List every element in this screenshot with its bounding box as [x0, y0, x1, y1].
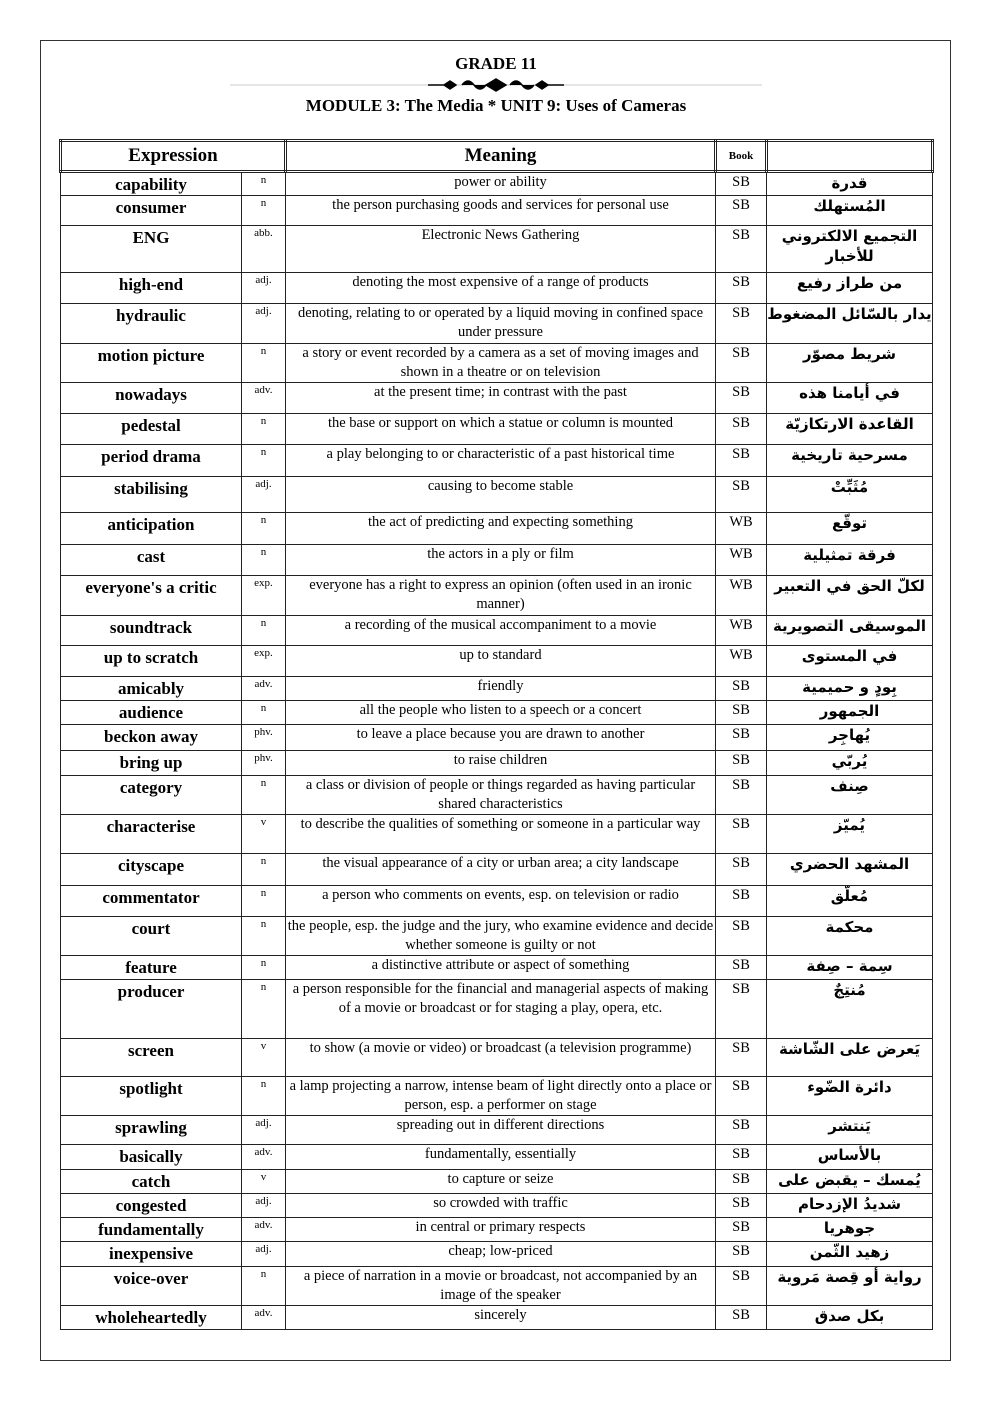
part-of-speech-cell: n: [242, 956, 286, 980]
expression-cell: catch: [61, 1170, 242, 1194]
meaning-cell: spreading out in different directions: [286, 1116, 716, 1145]
table-row: [61, 383, 933, 414]
meaning-cell: the people, esp. the judge and the jury, who examine evidence and decide whether someone is guilty or not: [286, 917, 716, 956]
table-row: [61, 776, 933, 815]
expression-cell: period drama: [61, 445, 242, 477]
part-of-speech-cell: n: [242, 445, 286, 477]
expression-cell: everyone's a critic: [61, 576, 242, 616]
expression-cell: up to scratch: [61, 646, 242, 677]
meaning-cell: the act of predicting and expecting something: [286, 513, 716, 545]
part-of-speech-cell: adj.: [242, 1242, 286, 1267]
arabic-translation-cell: مُثَبِّتْ: [767, 477, 933, 513]
part-of-speech-cell: adv.: [242, 677, 286, 701]
book-cell: WB: [716, 576, 767, 616]
meaning-cell: to capture or seize: [286, 1170, 716, 1194]
arabic-translation-cell: المشهد الحضري: [767, 854, 933, 886]
arabic-translation-cell: يدار بالسّائل المضغوط: [767, 304, 933, 344]
book-cell: SB: [716, 1077, 767, 1116]
arabic-translation-cell: من طراز رفيع: [767, 273, 933, 304]
expression-cell: commentator: [61, 886, 242, 917]
arabic-translation-cell: جوهريا: [767, 1218, 933, 1242]
book-cell: SB: [716, 196, 767, 226]
part-of-speech-cell: phv.: [242, 751, 286, 776]
arabic-translation-cell: توقّع: [767, 513, 933, 545]
table-row: [61, 646, 933, 677]
table-row: [61, 854, 933, 886]
part-of-speech-cell: n: [242, 545, 286, 576]
expression-cell: soundtrack: [61, 616, 242, 646]
arabic-translation-cell: بِودٍ و حميمية: [767, 677, 933, 701]
table-row: [61, 477, 933, 513]
meaning-cell: a play belonging to or characteristic of a past historical time: [286, 445, 716, 477]
part-of-speech-cell: adj.: [242, 477, 286, 513]
expression-cell: characterise: [61, 815, 242, 854]
arabic-translation-cell: زهيد الثّمن: [767, 1242, 933, 1267]
arabic-translation-cell: التجميع الالكتروني للأخبار: [767, 226, 933, 273]
vocabulary-table: [59, 139, 934, 1330]
arabic-translation-cell: فرقة تمثيلية: [767, 545, 933, 576]
expression-cell: feature: [61, 956, 242, 980]
part-of-speech-cell: adj.: [242, 304, 286, 344]
part-of-speech-cell: exp.: [242, 576, 286, 616]
table-row: [61, 1218, 933, 1242]
book-cell: SB: [716, 383, 767, 414]
table-row: [61, 1267, 933, 1306]
arabic-translation-cell: بكل صدق: [767, 1306, 933, 1330]
header-book: Book: [716, 141, 767, 172]
expression-cell: amicably: [61, 677, 242, 701]
part-of-speech-cell: n: [242, 414, 286, 445]
arabic-translation-cell: الجمهور: [767, 701, 933, 725]
table-row: [61, 196, 933, 226]
part-of-speech-cell: n: [242, 1077, 286, 1116]
meaning-cell: everyone has a right to express an opinion (often used in an ironic manner): [286, 576, 716, 616]
table-row: [61, 576, 933, 616]
part-of-speech-cell: abb.: [242, 226, 286, 273]
expression-cell: motion picture: [61, 344, 242, 383]
table-row: [61, 226, 933, 273]
arabic-translation-cell: شديدُ الإزدحام: [767, 1194, 933, 1218]
meaning-cell: a class or division of people or things regarded as having particular shared characteristics: [286, 776, 716, 815]
part-of-speech-cell: n: [242, 1267, 286, 1306]
arabic-translation-cell: لكلّ الحق في التعبير: [767, 576, 933, 616]
table-row: [61, 1077, 933, 1116]
arabic-translation-cell: مُعلّق: [767, 886, 933, 917]
table-row: [61, 445, 933, 477]
book-cell: SB: [716, 304, 767, 344]
expression-cell: cityscape: [61, 854, 242, 886]
arabic-translation-cell: القاعدة الارتكازيّة: [767, 414, 933, 445]
book-cell: SB: [716, 725, 767, 751]
table-row: [61, 815, 933, 854]
meaning-cell: a story or event recorded by a camera as a set of moving images and shown in a theatre or on television: [286, 344, 716, 383]
meaning-cell: a recording of the musical accompaniment to a movie: [286, 616, 716, 646]
meaning-cell: at the present time; in contrast with the past: [286, 383, 716, 414]
table-row: [61, 616, 933, 646]
arabic-translation-cell: يَنتشر: [767, 1116, 933, 1145]
expression-cell: consumer: [61, 196, 242, 226]
expression-cell: court: [61, 917, 242, 956]
meaning-cell: Electronic News Gathering: [286, 226, 716, 273]
expression-cell: capability: [61, 172, 242, 196]
book-cell: SB: [716, 1218, 767, 1242]
expression-cell: screen: [61, 1039, 242, 1077]
meaning-cell: to show (a movie or video) or broadcast (a television programme): [286, 1039, 716, 1077]
expression-cell: high-end: [61, 273, 242, 304]
meaning-cell: the visual appearance of a city or urban area; a city landscape: [286, 854, 716, 886]
book-cell: SB: [716, 776, 767, 815]
expression-cell: category: [61, 776, 242, 815]
part-of-speech-cell: n: [242, 196, 286, 226]
arabic-translation-cell: يَعرض على الشّاشة: [767, 1039, 933, 1077]
meaning-cell: the person purchasing goods and services for personal use: [286, 196, 716, 226]
table-row: [61, 414, 933, 445]
table-row: [61, 1039, 933, 1077]
book-cell: WB: [716, 513, 767, 545]
book-cell: SB: [716, 886, 767, 917]
table-body: [61, 172, 933, 1330]
arabic-translation-cell: مسرحية تاريخية: [767, 445, 933, 477]
book-cell: SB: [716, 751, 767, 776]
meaning-cell: to leave a place because you are drawn to another: [286, 725, 716, 751]
arabic-translation-cell: رواية أو قِصة مَروية: [767, 1267, 933, 1306]
header-meaning: Meaning: [286, 141, 716, 172]
table-row: [61, 513, 933, 545]
book-cell: SB: [716, 1039, 767, 1077]
expression-cell: ENG: [61, 226, 242, 273]
book-cell: SB: [716, 815, 767, 854]
meaning-cell: causing to become stable: [286, 477, 716, 513]
meaning-cell: a lamp projecting a narrow, intense beam of light directly onto a place or person, esp. a performer on stage: [286, 1077, 716, 1116]
part-of-speech-cell: adv.: [242, 383, 286, 414]
arabic-translation-cell: بالأساس: [767, 1145, 933, 1170]
book-cell: WB: [716, 646, 767, 677]
expression-cell: basically: [61, 1145, 242, 1170]
part-of-speech-cell: exp.: [242, 646, 286, 677]
book-cell: SB: [716, 980, 767, 1039]
table-row: [61, 1242, 933, 1267]
part-of-speech-cell: adj.: [242, 1194, 286, 1218]
book-cell: SB: [716, 477, 767, 513]
arabic-translation-cell: شريط مصوّر: [767, 344, 933, 383]
table-row: [61, 917, 933, 956]
part-of-speech-cell: n: [242, 701, 286, 725]
arabic-translation-cell: يُهاجِر: [767, 725, 933, 751]
book-cell: SB: [716, 344, 767, 383]
table-header-row: [61, 141, 933, 172]
arabic-translation-cell: يُميّز: [767, 815, 933, 854]
table-row: [61, 751, 933, 776]
meaning-cell: to describe the qualities of something or someone in a particular way: [286, 815, 716, 854]
table-row: [61, 1116, 933, 1145]
table-row: [61, 273, 933, 304]
part-of-speech-cell: phv.: [242, 725, 286, 751]
expression-cell: bring up: [61, 751, 242, 776]
table-row: [61, 545, 933, 576]
book-cell: WB: [716, 545, 767, 576]
meaning-cell: so crowded with traffic: [286, 1194, 716, 1218]
meaning-cell: in central or primary respects: [286, 1218, 716, 1242]
arabic-translation-cell: في المستوى: [767, 646, 933, 677]
part-of-speech-cell: n: [242, 980, 286, 1039]
arabic-translation-cell: في أيامنا هذه: [767, 383, 933, 414]
meaning-cell: cheap; low-priced: [286, 1242, 716, 1267]
arabic-translation-cell: سِمة – صِفة: [767, 956, 933, 980]
book-cell: SB: [716, 1306, 767, 1330]
book-cell: SB: [716, 1242, 767, 1267]
book-cell: WB: [716, 616, 767, 646]
expression-cell: nowadays: [61, 383, 242, 414]
book-cell: SB: [716, 917, 767, 956]
part-of-speech-cell: n: [242, 513, 286, 545]
table-row: [61, 1306, 933, 1330]
expression-cell: audience: [61, 701, 242, 725]
meaning-cell: power or ability: [286, 172, 716, 196]
meaning-cell: denoting, relating to or operated by a liquid moving in confined space under pressure: [286, 304, 716, 344]
meaning-cell: a distinctive attribute or aspect of something: [286, 956, 716, 980]
arabic-translation-cell: يُربّي: [767, 751, 933, 776]
part-of-speech-cell: n: [242, 172, 286, 196]
table-row: [61, 956, 933, 980]
header-expression: Expression: [61, 141, 286, 172]
table-row: [61, 886, 933, 917]
meaning-cell: a piece of narration in a movie or broadcast, not accompanied by an image of the speaker: [286, 1267, 716, 1306]
expression-cell: cast: [61, 545, 242, 576]
grade-title: GRADE 11: [455, 54, 537, 73]
expression-cell: sprawling: [61, 1116, 242, 1145]
expression-cell: spotlight: [61, 1077, 242, 1116]
part-of-speech-cell: n: [242, 854, 286, 886]
book-cell: SB: [716, 1194, 767, 1218]
table-row: [61, 677, 933, 701]
meaning-cell: sincerely: [286, 1306, 716, 1330]
table-row: [61, 701, 933, 725]
arabic-translation-cell: قدرة: [767, 172, 933, 196]
book-cell: SB: [716, 701, 767, 725]
meaning-cell: up to standard: [286, 646, 716, 677]
expression-cell: voice-over: [61, 1267, 242, 1306]
table-row: [61, 725, 933, 751]
book-cell: SB: [716, 414, 767, 445]
meaning-cell: to raise children: [286, 751, 716, 776]
table-row: [61, 172, 933, 196]
book-cell: SB: [716, 1145, 767, 1170]
arabic-translation-cell: المُستهلك: [767, 196, 933, 226]
part-of-speech-cell: adv.: [242, 1306, 286, 1330]
part-of-speech-cell: v: [242, 815, 286, 854]
part-of-speech-cell: n: [242, 886, 286, 917]
table-row: [61, 1170, 933, 1194]
part-of-speech-cell: n: [242, 616, 286, 646]
arabic-translation-cell: محكمة: [767, 917, 933, 956]
meaning-cell: all the people who listen to a speech or a concert: [286, 701, 716, 725]
part-of-speech-cell: adv.: [242, 1145, 286, 1170]
table-row: [61, 344, 933, 383]
expression-cell: fundamentally: [61, 1218, 242, 1242]
book-cell: SB: [716, 854, 767, 886]
meaning-cell: fundamentally, essentially: [286, 1145, 716, 1170]
part-of-speech-cell: n: [242, 344, 286, 383]
meaning-cell: the actors in a ply or film: [286, 545, 716, 576]
table-row: [61, 1194, 933, 1218]
arabic-translation-cell: صِنف: [767, 776, 933, 815]
meaning-cell: denoting the most expensive of a range of products: [286, 273, 716, 304]
table-row: [61, 304, 933, 344]
book-cell: SB: [716, 226, 767, 273]
table-row: [61, 1145, 933, 1170]
part-of-speech-cell: adv.: [242, 1218, 286, 1242]
part-of-speech-cell: n: [242, 776, 286, 815]
expression-cell: anticipation: [61, 513, 242, 545]
arabic-translation-cell: يُمسك – يقبض على: [767, 1170, 933, 1194]
part-of-speech-cell: adj.: [242, 1116, 286, 1145]
part-of-speech-cell: n: [242, 917, 286, 956]
book-cell: SB: [716, 956, 767, 980]
meaning-cell: a person who comments on events, esp. on television or radio: [286, 886, 716, 917]
meaning-cell: the base or support on which a statue or column is mounted: [286, 414, 716, 445]
arabic-translation-cell: مُنتِجٌ: [767, 980, 933, 1039]
book-cell: SB: [716, 172, 767, 196]
arabic-translation-cell: دائرة الضّوء: [767, 1077, 933, 1116]
part-of-speech-cell: v: [242, 1039, 286, 1077]
book-cell: SB: [716, 445, 767, 477]
expression-cell: beckon away: [61, 725, 242, 751]
meaning-cell: a person responsible for the financial and managerial aspects of making of a movie or broadcast or for staging a play, opera, etc.: [286, 980, 716, 1039]
expression-cell: stabilising: [61, 477, 242, 513]
module-title: MODULE 3: The Media * UNIT 9: Uses of Cameras: [305, 96, 687, 115]
part-of-speech-cell: v: [242, 1170, 286, 1194]
header-arabic: [767, 141, 933, 172]
expression-cell: inexpensive: [61, 1242, 242, 1267]
book-cell: SB: [716, 273, 767, 304]
expression-cell: congested: [61, 1194, 242, 1218]
expression-cell: producer: [61, 980, 242, 1039]
book-cell: SB: [716, 1116, 767, 1145]
book-cell: SB: [716, 1170, 767, 1194]
book-cell: SB: [716, 1267, 767, 1306]
table-row: [61, 980, 933, 1039]
meaning-cell: friendly: [286, 677, 716, 701]
part-of-speech-cell: adj.: [242, 273, 286, 304]
arabic-translation-cell: الموسيقى التصويرية: [767, 616, 933, 646]
divider-ornament: [230, 76, 762, 94]
expression-cell: pedestal: [61, 414, 242, 445]
expression-cell: hydraulic: [61, 304, 242, 344]
book-cell: SB: [716, 677, 767, 701]
expression-cell: wholeheartedly: [61, 1306, 242, 1330]
